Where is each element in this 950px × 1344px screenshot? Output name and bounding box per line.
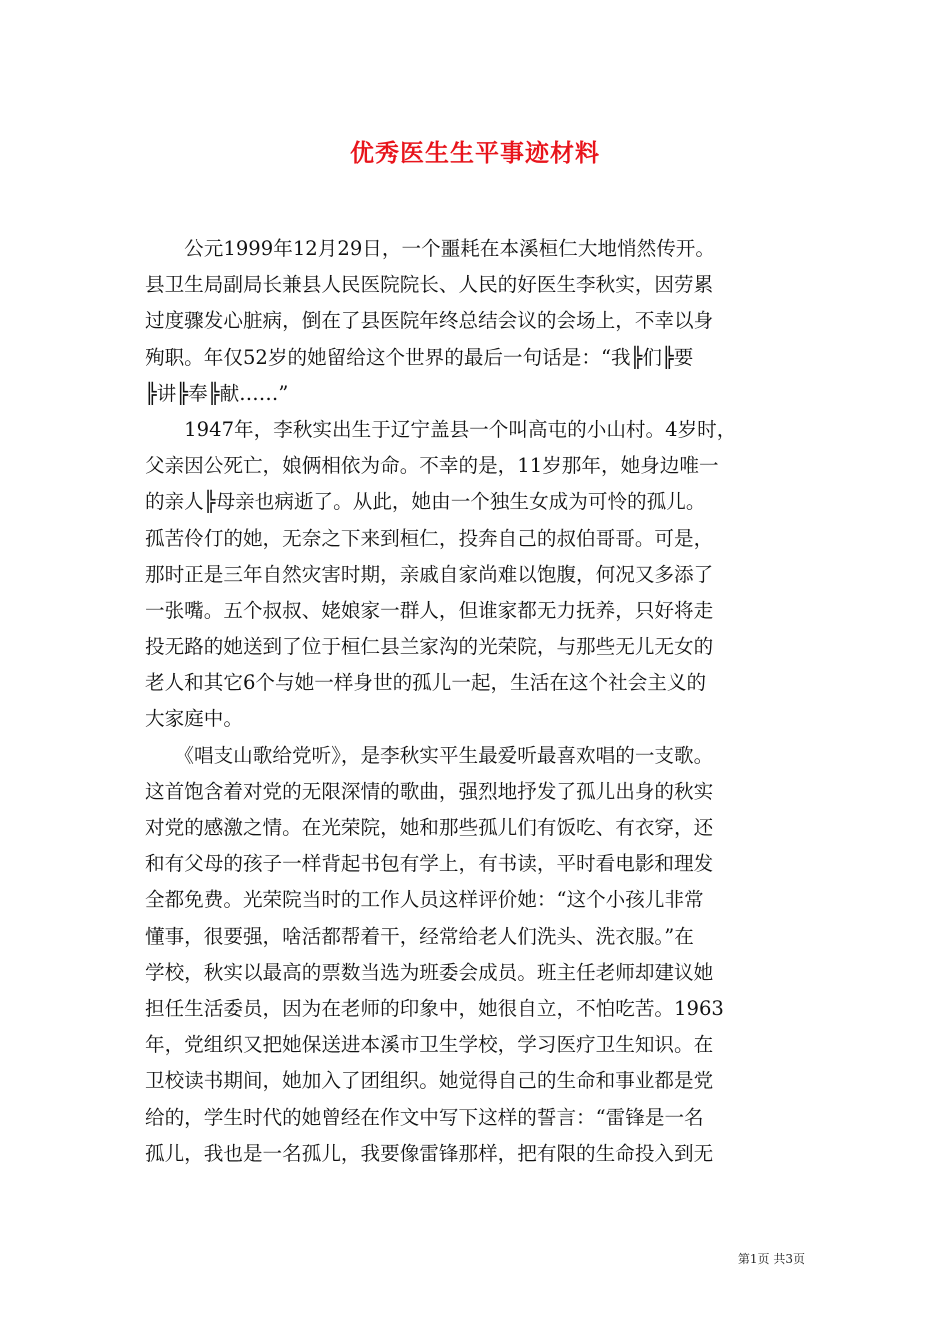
- body-line: 投无路的她送到了位于桓仁县兰家沟的光荣院，与那些无儿无女的: [145, 635, 714, 659]
- body-line: 1947年，李秋实出生于辽宁盖县一个叫高屯的小山村。4岁时，: [145, 417, 737, 441]
- body-line: 老人和其它6个与她一样身世的孤儿一起，生活在这个社会主义的: [145, 671, 707, 695]
- page-indicator: 第1页 共3页: [737, 1252, 805, 1266]
- document-title: 优秀医生生平事迹材料: [350, 138, 600, 167]
- body-line: 懂事，很要强，啥活都帮着干，经常给老人们洗头、洗衣服。”在: [145, 924, 694, 948]
- body-line: 的亲人╠母亲也病逝了。从此，她由一个独生女成为可怜的孤儿。: [145, 490, 706, 514]
- body-line: 孤苦伶仃的她，无奈之下来到桓仁，投奔自己的叔伯哥哥。可是，: [145, 526, 714, 550]
- body-line: 年，党组织又把她保送进本溪市卫生学校，学习医疗卫生知识。在: [145, 1033, 714, 1057]
- body-line: 父亲因公死亡，娘俩相依为命。不幸的是，11岁那年，她身边唯一: [145, 454, 719, 478]
- body-line: 县卫生局副局长兼县人民医院院长、人民的好医生李秋实，因劳累: [145, 273, 714, 297]
- body-line: 一张嘴。五个叔叔、姥娘家一群人，但谁家都无力抚养，只好将走: [145, 598, 714, 622]
- body-line: 这首饱含着对党的无限深情的歌曲，强烈地抒发了孤儿出身的秋实: [145, 779, 714, 803]
- body-line: 孤儿，我也是一名孤儿，我要像雷锋那样，把有限的生命投入到无: [145, 1141, 714, 1165]
- body-line: 全都免费。光荣院当时的工作人员这样评价她：“这个小孩儿非常: [145, 888, 704, 912]
- body-line: 和有父母的孩子一样背起书包有学上，有书读，平时看电影和理发: [145, 852, 714, 876]
- body-line: 殉职。年仅52岁的她留给这个世界的最后一句话是：“我╠们╠要: [145, 345, 694, 369]
- body-line: 给的，学生时代的她曾经在作文中写下这样的誓言：“雷锋是一名: [145, 1105, 704, 1129]
- body-line: 担任生活委员，因为在老师的印象中，她很自立，不怕吃苦。1963: [145, 996, 724, 1020]
- body-line: 大家庭中。: [145, 707, 243, 731]
- body-line: 过度骤发心脏病，倒在了县医院年终总结会议的会场上，不幸以身: [145, 309, 714, 333]
- body-line: 公元1999年12月29日，一个噩耗在本溪桓仁大地悄然传开。: [145, 237, 715, 260]
- body-line: 《唱支山歌给党听》，是李秋实平生最爱听最喜欢唱的一支歌。: [145, 743, 714, 767]
- body-line: 学校，秋实以最高的票数当选为班委会成员。班主任老师却建议她: [145, 960, 714, 984]
- body-line: 对党的感激之情。在光荣院，她和那些孤儿们有饭吃、有衣穿，还: [145, 816, 714, 839]
- document-body: [145, 231, 815, 1172]
- body-line: 那时正是三年自然灾害时期，亲戚自家尚难以饱腹，何况又多添了: [145, 562, 714, 586]
- body-line: 卫校读书期间，她加入了团组织。她觉得自己的生命和事业都是党: [145, 1069, 714, 1093]
- body-line: ╠讲╠奉╠献……”: [145, 381, 289, 405]
